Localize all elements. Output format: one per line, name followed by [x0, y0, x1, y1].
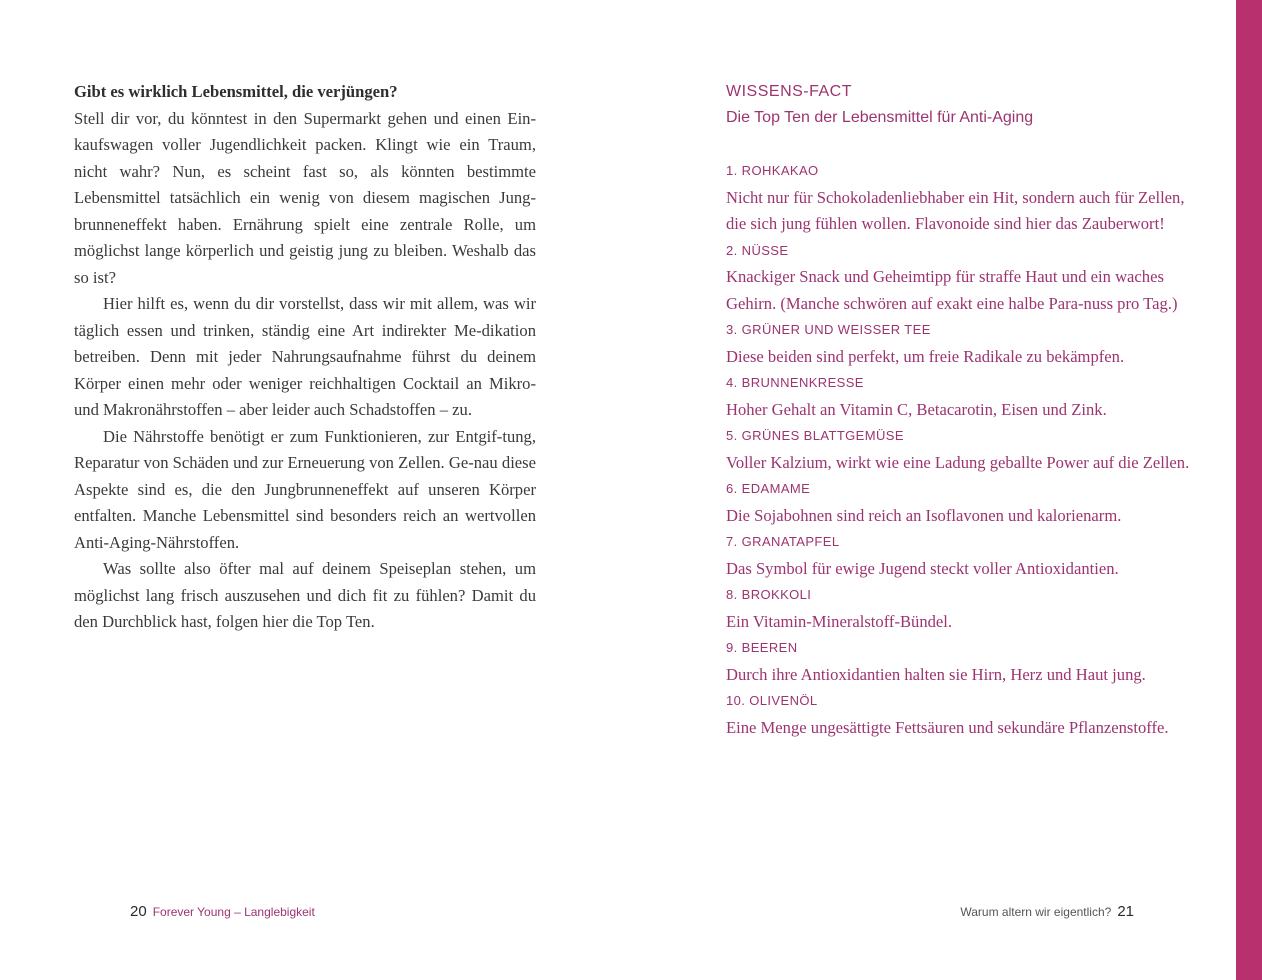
item-heading: 10. OLIVENÖL: [726, 693, 818, 708]
section-question: Gibt es wirklich Lebensmittel, die verjüngen?: [74, 82, 398, 101]
paragraph-4: Was sollte also öfter mal auf deinem Speiseplan stehen, um möglichst lang frisch auszusehen und dich fit zu fühlen? Damit du den Durchblick hast, folgen hier die Top Ten.: [74, 559, 536, 631]
list-item: [726, 158, 1196, 238]
list-item: [726, 238, 1196, 318]
page-number-right: 21: [1117, 903, 1134, 920]
paragraph-2: Hier hilft es, wenn du dir vorstellst, dass wir mit allem, was wir täglich essen und trinken, ständig eine Art indirekter Me-dikation betreiben. Denn mit jeder Nahrungsaufnahme führst du deinem Körper einen mehr oder weniger reichhaltigen Cocktail an Mikro- und Makronährstoffen – aber leider auch Schadstoffen – zu.: [74, 294, 536, 419]
list-item: [726, 582, 1196, 635]
item-text: Das Symbol für ewige Jugend steckt voller Antioxidantien.: [726, 558, 1119, 578]
item-text: Durch ihre Antioxidantien halten sie Hirn, Herz und Haut jung.: [726, 664, 1146, 684]
item-text: Nicht nur für Schokoladenliebhaber ein Hit, sondern auch für Zellen, die sich jung fühlen wollen. Flavonoide sind hier das Zauberwort!: [726, 187, 1185, 233]
paragraph-1: Stell dir vor, du könntest in den Supermarkt gehen und einen Ein-kaufswagen voller Jugendlichkeit packen. Klingt wie ein Traum, nicht wahr? Nun, es scheint fast so, als könnten bestimmte Lebensmittel tatsächlich ein wenig von diesem magischen Jung-brunneneffekt haben. Ernährung spielt eine zentrale Rolle, um möglichst lange körperlich und geistig jung zu bleiben. Weshalb das so ist?: [74, 108, 536, 287]
item-text: Diese beiden sind perfekt, um freie Radikale zu bekämpfen.: [726, 346, 1125, 366]
item-heading: 9. BEEREN: [726, 640, 798, 655]
item-heading: 1. ROHKAKAO: [726, 163, 819, 178]
list-item: [726, 635, 1196, 688]
page-edge-color-bar: [1236, 0, 1262, 980]
page-number-left: 20: [130, 903, 147, 920]
right-footer: [734, 901, 1134, 923]
item-text: Die Sojabohnen sind reich an Isoflavonen und kalorienarm.: [726, 505, 1122, 525]
item-heading: 6. EDAMAME: [726, 481, 811, 496]
fact-kicker: WISSENS-FACT: [726, 83, 853, 100]
item-heading: 5. GRÜNES BLATTGEMÜSE: [726, 428, 904, 443]
item-text: Eine Menge ungesättigte Fettsäuren und sekundäre Pflanzenstoffe.: [726, 717, 1169, 737]
item-text: Ein Vitamin-Mineralstoff-Bündel.: [726, 611, 953, 631]
item-heading: 7. GRANATAPFEL: [726, 534, 840, 549]
item-heading: 8. BROKKOLI: [726, 587, 812, 602]
running-title-right: Warum altern wir eigentlich?: [960, 905, 1112, 919]
item-heading: 4. BRUNNENKRESSE: [726, 375, 864, 390]
fact-title: Die Top Ten der Lebensmittel für Anti-Aging: [726, 109, 1034, 126]
left-footer: [130, 901, 530, 923]
list-item: [726, 370, 1196, 423]
running-title-left: Forever Young – Langlebigkeit: [152, 905, 315, 919]
item-text: Hoher Gehalt an Vitamin C, Betacarotin, Eisen und Zink.: [726, 399, 1107, 419]
list-item: [726, 476, 1196, 529]
item-text: Voller Kalzium, wirkt wie eine Ladung geballte Power auf die Zellen.: [726, 452, 1190, 472]
wissens-fact-box: [726, 79, 1196, 741]
paragraph-3: Die Nährstoffe benötigt er zum Funktionieren, zur Entgif-tung, Reparatur von Schäden und zur Erneuerung von Zellen. Ge-nau diese Aspekte sind es, die den Jungbrunneneffekt auf unseren Körper entfalten. Manche Lebensmittel sind besonders reich an wertvollen Anti-Aging-Nährstoffen.: [74, 426, 536, 552]
list-item: [726, 688, 1196, 741]
list-item: [726, 529, 1196, 582]
left-page: [74, 79, 536, 636]
list-item: [726, 317, 1196, 370]
item-heading: 2. NÜSSE: [726, 242, 789, 258]
item-heading: 3. GRÜNER UND WEISSER TEE: [726, 322, 931, 337]
list-item: [726, 423, 1196, 476]
item-text: Knackiger Snack und Geheimtipp für straffe Haut und ein waches Gehirn. (Manche schwören auf exakt eine halbe Para-nuss pro Tag.): [726, 267, 1178, 313]
